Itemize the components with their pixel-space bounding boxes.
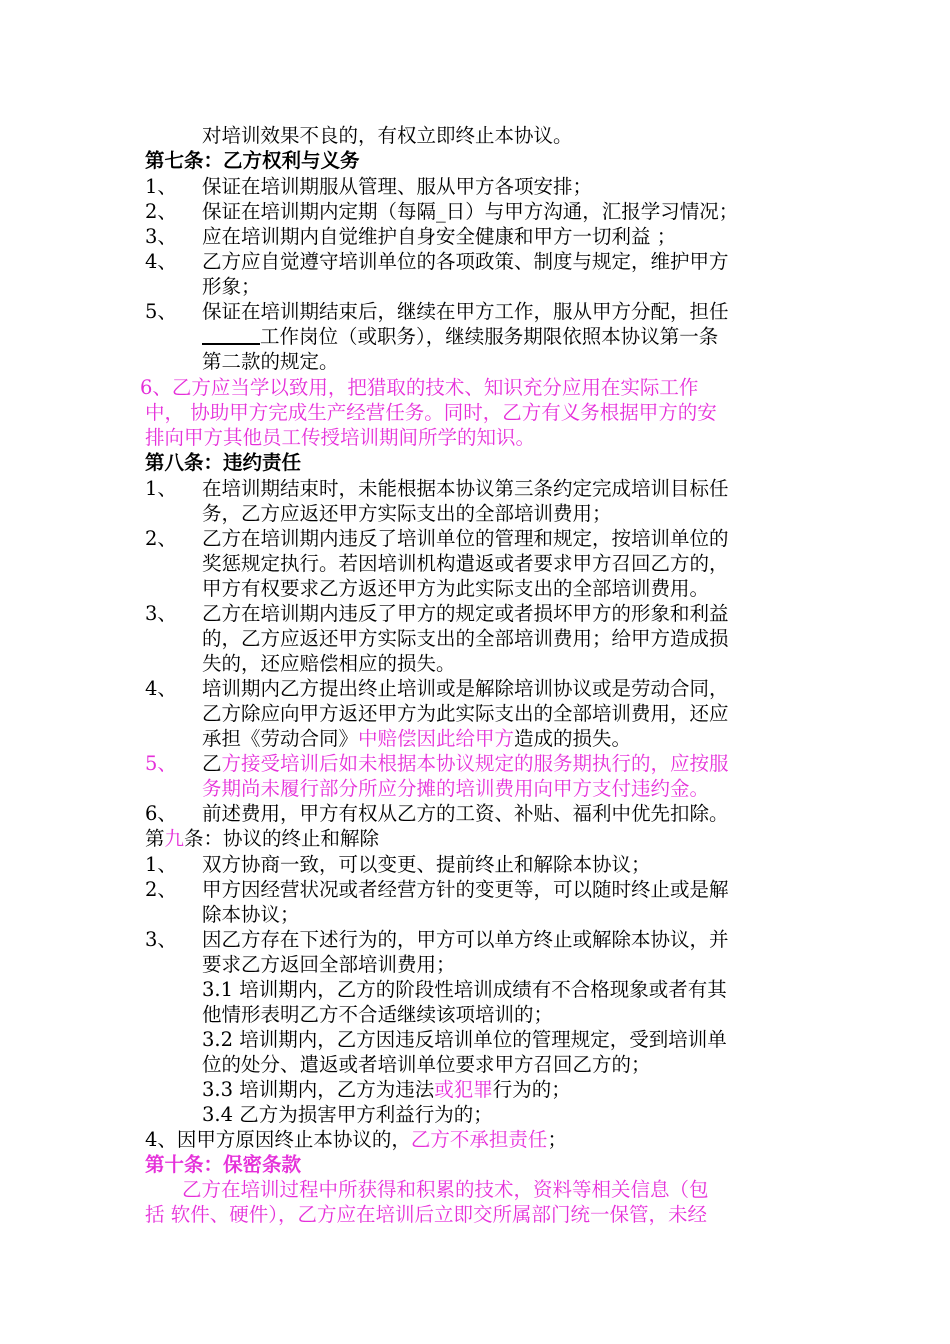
item-text: 在培训期结束时，未能根据本协议第三条约定完成培训目标任 [202, 477, 729, 500]
item-text: 形象； [202, 275, 261, 298]
item-text: 的，乙方应返还甲方实际支出的全部培训费用；给甲方造成损 [202, 627, 729, 650]
item-number: 6、 [145, 802, 177, 825]
article-8-heading: 第八条：违约责任 [145, 451, 302, 474]
item-number: 1、 [145, 853, 177, 876]
item-text: 3.2 培训期内，乙方因违反培训单位的管理规定，受到培训单 [202, 1028, 727, 1051]
item-text: 保证在培训期结束后，继续在甲方工作，服从甲方分配，担任 [202, 300, 729, 323]
item-text: 失的，还应赔偿相应的损失。 [202, 652, 456, 675]
item-text: 3.1 培训期内，乙方的阶段性培训成绩有不合格现象或者有其 [202, 978, 727, 1001]
item-number: 2、 [145, 527, 177, 550]
item-number: 2、 [145, 200, 177, 223]
item-text-with-blank: 工作岗位（或职务），继续服务期限依照本协议第一条 [202, 324, 718, 350]
item-number: 3、 [145, 225, 177, 248]
item-number: 3、 [145, 602, 177, 625]
item-text: 6、乙方应当学以致用，把猎取的技术、知识充分应用在实际工作 [140, 376, 699, 399]
item-text: 第二款的规定。 [202, 350, 339, 373]
item-text: 应在培训期内自觉维护自身安全健康和甲方一切利益 ； [202, 225, 677, 248]
item-number: 3、 [145, 928, 177, 951]
item-text: 排向甲方其他员工传授培训期间所学的知识。 [145, 426, 536, 449]
item-text: 因乙方存在下述行为的，甲方可以单方终止或解除本协议，并 [202, 928, 729, 951]
sub-clause-3-3: 3.3 培训期内，乙方为违法或犯罪行为的； [202, 1078, 571, 1101]
item-text: 乙方在培训期内违反了甲方的规定或者损坏甲方的形象和利益 [202, 602, 729, 625]
item-text: 前述费用，甲方有权从乙方的工资、补贴、福利中优先扣除。 [202, 802, 729, 825]
item-text: 中， 协助甲方完成生产经营任务。同时，乙方有义务根据甲方的安 [145, 401, 717, 424]
item-text: 保证在培训期内定期（每隔_日）与甲方沟通，汇报学习情况； [202, 200, 739, 223]
item-text: 位的处分、遣返或者培训单位要求甲方召回乙方的； [202, 1053, 651, 1076]
item-number: 5、 [145, 300, 177, 323]
item-number: 1、 [145, 477, 177, 500]
sub-clause-3-4: 3.4 乙方为损害甲方利益行为的； [202, 1103, 493, 1126]
item-text: 承担《劳动合同》中赔偿因此给甲方造成的损失。 [202, 727, 632, 750]
item-text: 培训期内乙方提出终止培训或是解除培训协议或是劳动合同， [202, 677, 729, 700]
article-10-text: 括 软件、硬件），乙方应在培训后立即交所属部门统一保管，未经 [145, 1203, 707, 1226]
item-text: 务，乙方应返还甲方实际支出的全部培训费用； [202, 502, 612, 525]
item-text: 保证在培训期服从管理、服从甲方各项安排； [202, 175, 593, 198]
article-10-text: 乙方在培训过程中所获得和积累的技术，资料等相关信息（包 [182, 1178, 709, 1201]
item-number: 4、 [145, 677, 177, 700]
item-text: 乙方应自觉遵守培训单位的各项政策、制度与规定，维护甲方 [202, 250, 729, 273]
article-10-heading: 第十条：保密条款 [145, 1153, 302, 1176]
item-number: 2、 [145, 878, 177, 901]
item-text: 甲方因经营状况或者经营方针的变更等，可以随时终止或是解 [202, 878, 729, 901]
item-number: 5、 [145, 752, 177, 775]
item-text: 要求乙方返回全部培训费用； [202, 953, 456, 976]
item-number: 4、 [145, 250, 177, 273]
item-text: 务期尚未履行部分所应分摊的培训费用向甲方支付违约金。 [202, 777, 710, 800]
article-7-heading: 第七条：乙方权利与义务 [145, 149, 360, 172]
item-text: 他情形表明乙方不合适继续该项培训的； [202, 1003, 554, 1026]
article-9-item-4: 4、因甲方原因终止本协议的，乙方不承担责任； [145, 1128, 567, 1151]
item-text: 乙方接受培训后如未根据本协议规定的服务期执行的，应按服 [202, 752, 729, 775]
item-text: 乙方在培训期内违反了培训单位的管理和规定，按培训单位的 [202, 527, 729, 550]
item-text: 双方协商一致，可以变更、提前终止和解除本协议； [202, 853, 651, 876]
blank-underline [202, 325, 260, 345]
item-text: 除本协议； [202, 903, 300, 926]
item-number: 1、 [145, 175, 177, 198]
intro-line: 对培训效果不良的，有权立即终止本协议。 [202, 124, 573, 147]
item-text: 乙方除应向甲方返还甲方为此实际支出的全部培训费用，还应 [202, 702, 729, 725]
item-text: 奖惩规定执行。若因培训机构遣返或者要求甲方召回乙方的， [202, 552, 729, 575]
item-text: 甲方有权要求乙方返还甲方为此实际支出的全部培训费用。 [202, 577, 710, 600]
article-9-heading: 第九条：协议的终止和解除 [145, 827, 380, 850]
